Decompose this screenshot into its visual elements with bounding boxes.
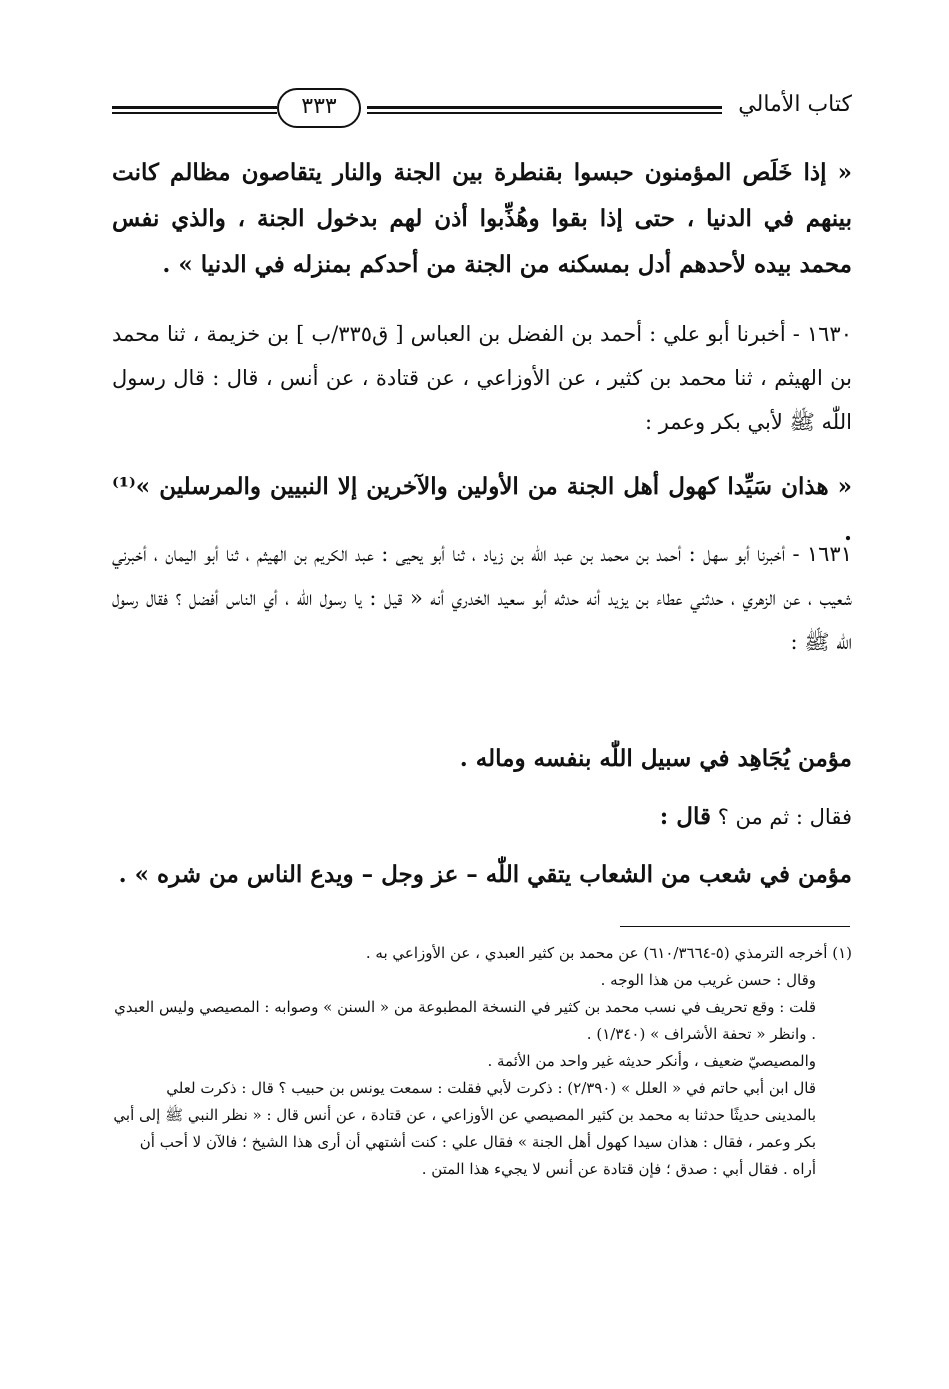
footnote-line: قال ابن أبي حاتم في « العلل » (٢/٣٩٠) : ذكرت لأبي فقلت : سمعت يونس بن حبيب ؟ قال : ذكرت لعلي بالمدينى حديثًا حدثنا به محمد بن كثير المصيصي عن الأوزاعي ، عن قتادة ، عن أنس قال : « نظر النبي ﷺ إلى أبي بكر وعمر ، فقال : هذان سيدا كهول أهل الجنة » فقال علي : كنت أشتهي أن أرى هذا الشيخ ؛ فالآن لا أحب أن أراه . فقال أبي : صدق ؛ فإن قتادة عن أنس لا يجيء هذا المتن . — [113, 1079, 816, 1178]
header-rule-left — [112, 106, 277, 117]
isnad-1631: ١٦٣١ - أخبرنا أبو سهل : أحمد بن محمد بن عبد اللّٰه بن زياد ، ثنا أبو يحيى : عبد الكريم بن الهيثم ، ثنا أبو اليمان ، أخبرني شعيب ، عن الزهري ، حدثني عطاء بن يزيد أنه حدثه أبو سعيد الخدري أنه « قيل : يا رسول اللّٰه ، أي الناس أفضل ؟ فقال رسول اللّٰه ﷺ : — [112, 542, 852, 654]
hadith-text-2: « هذان سَيِّدا كهول أهل الجنة من الأولين والآخرين إلا النبيين والمرسلين »⁽¹⁾ . — [112, 473, 852, 546]
footnotes — [112, 940, 852, 1183]
hadith-text-1: « إذا خَلَص المؤمنون حبسوا بقنطرة بين الجنة والنار يتقاصون مظالم كانت بينهم في الدنيا ، حتى إذا بقوا وهُذِّبوا أذن لهم بدخول الجنة ، والذي نفس محمد بيده لأحدهم أدل بمسكنه من الجنة من أحدكم بمنزله في الدنيا » . — [112, 159, 852, 278]
footnote-1: (١) أخرجه الترمذي (٥-٦١٠/٣٦٦٤) عن محمد بن كثير العبدي ، عن الأوزاعي به . — [365, 944, 852, 962]
question-line — [112, 794, 852, 840]
footnote-line: قلت : وقع تحريف في نسب محمد بن كثير في النسخة المطبوعة من « السنن » وصوابه : المصيصي وليس العبدي . وانظر « تحفة الأشراف » (١/٣٤٠) . — [114, 998, 816, 1043]
hadith-text-3: مؤمن يُجَاهِد في سبيل اللّٰه بنفسه وماله . — [459, 745, 852, 772]
hadith-text-4: مؤمن في شعب من الشعاب يتقي اللّٰه – عز وجل – ويدع الناس من شره » . — [118, 861, 852, 888]
page-header — [112, 86, 852, 136]
page-number: ٣٣٣ — [277, 88, 361, 128]
question-text: فقال : ثم من ؟ — [711, 805, 852, 829]
footnote-line: وقال : حسن غريب من هذا الوجه . — [600, 971, 816, 989]
header-rule-right — [367, 106, 722, 117]
question-answer-label: قال : — [659, 803, 712, 830]
isnad-1630: ١٦٣٠ - أخبرنا أبو علي : أحمد بن الفضل بن العباس [ ق٣٣٥/ب ] بن خزيمة ، ثنا محمد بن الهيثم ، ثنا محمد بن كثير ، عن الأوزاعي ، عن قتادة ، عن أنس ، قال : قال رسول اللّٰه ﷺ لأبي بكر وعمر : — [112, 322, 852, 434]
footnote-line: والمصيصيّ ضعيف ، وأنكر حديثه غير واحد من الأئمة . — [487, 1052, 816, 1070]
running-title: كتاب الأمالي — [738, 92, 852, 117]
footnote-separator — [620, 926, 850, 927]
